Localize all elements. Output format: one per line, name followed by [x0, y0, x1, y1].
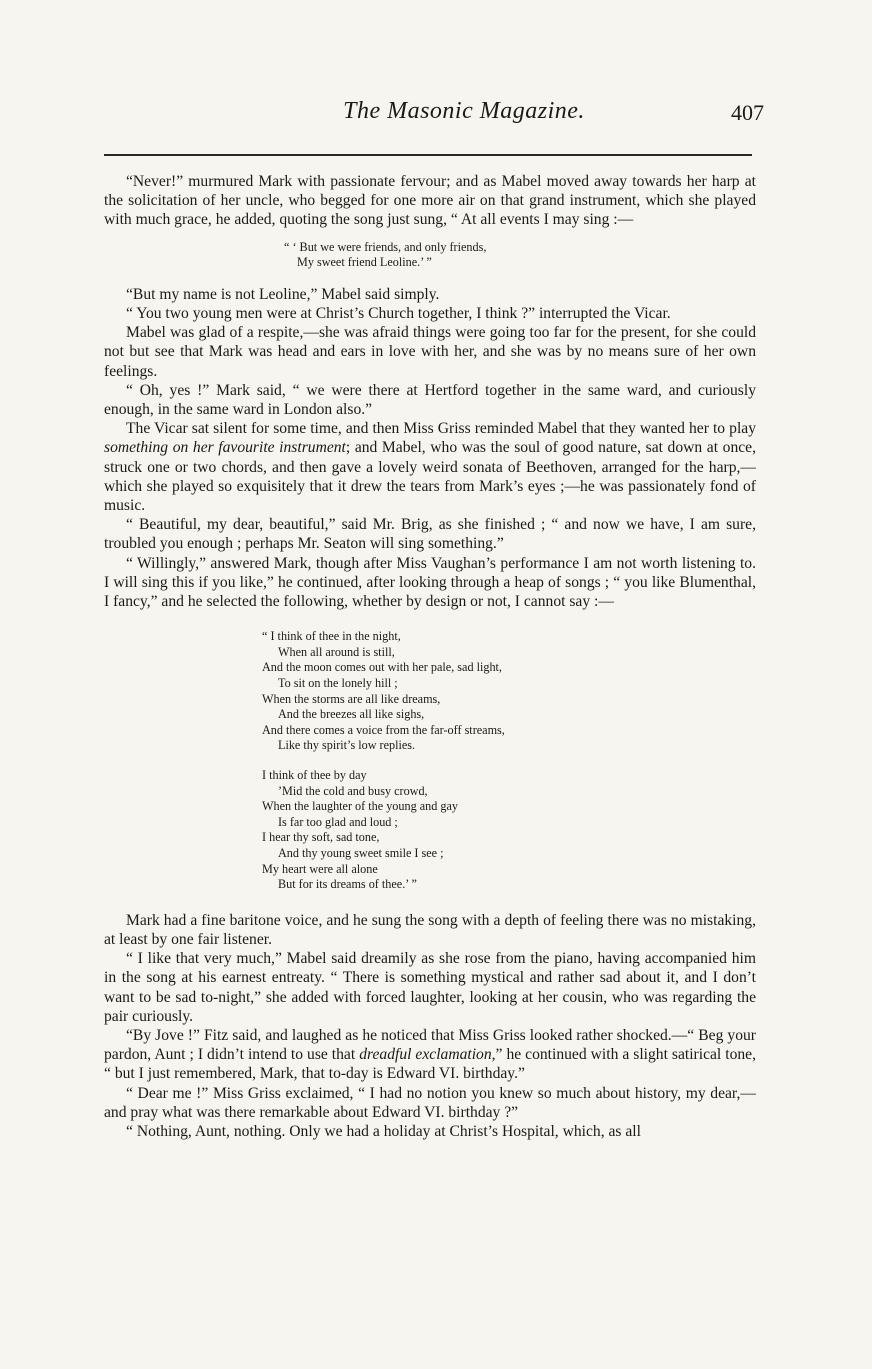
verse-line: Like thy spirit’s low replies.: [278, 738, 416, 753]
running-title: The Masonic Magazine.: [343, 98, 585, 124]
paragraph: Mark had a fine baritone voice, and he sung the song with a depth of feeling there was no mistaking, at least by one fair listener.: [104, 911, 756, 948]
verse-line: I think of thee by day: [262, 768, 367, 782]
text-run: “By Jove !” Fitz said, and laughed as he noticed that Miss Griss looked rather shocked.—“ Beg your pardon, Aunt ; I didn’t intend to use that: [104, 1026, 756, 1064]
verse-line: And the breezes all like sighs,: [278, 707, 425, 722]
italic-text-run: dreadful exclamation,: [359, 1046, 496, 1064]
verse-line: “ ‘ But we were friends, and only friends,: [284, 239, 487, 254]
paragraph: “Never!” murmured Mark with passionate fervour; and as Mabel moved away towards her harp at the solicitation of her uncle, who begged for one more air on that grand instrument, which she played with much grace, he added, quoting the song just sung, “ At all events I may sing :—: [104, 173, 756, 229]
paragraph: [104, 1026, 756, 1084]
verse-line: When the storms are all like dreams,: [262, 691, 441, 706]
page-header: [104, 92, 764, 132]
verse-line: And the moon comes out with her pale, sad light,: [262, 660, 502, 675]
paragraph: “ You two young men were at Christ’s Church together, I think ?” interrupted the Vicar.: [126, 305, 671, 322]
verse-line: To sit on the lonely hill ;: [278, 676, 398, 691]
text-run: ” he continued with a slight satirical tone, “ but I just remembered, Mark, that to-day is Edward VI. birthday.”: [104, 1046, 756, 1083]
verse-line: But for its dreams of thee.’ ”: [278, 877, 417, 892]
text-run: ; and Mabel, who was the soul of good nature, sat down at once, struck one or two chords, and then gave a lovely weird sonata of Beethoven, arranged for the harp,—which she played so exquisitely that it drew the tears from Mark’s eyes ;—he was passionately fond of music.: [104, 439, 756, 515]
text-run: The Vicar sat silent for some time, and then Miss Griss reminded Mabel that they wanted her to play: [126, 420, 756, 438]
verse-line: When the laughter of the young and gay: [262, 799, 458, 814]
verse-line: And thy young sweet smile I see ;: [278, 845, 444, 860]
song-stanza-1: [262, 629, 756, 754]
verse-line: And there comes a voice from the far-off streams,: [262, 722, 505, 737]
verse-line: I hear thy soft, sad tone,: [262, 830, 380, 845]
article-body: [104, 172, 756, 1141]
paragraph: “ I like that very much,” Mabel said dreamily as she rose from the piano, having accompanied him in the song at his earnest entreaty. “ There is something mystical and rather sad about it, and I don’t want to be sad to-night,” she added with forced laughter, looking at her cousin, who was regarding the pair curiously.: [104, 950, 756, 1025]
song-lyrics: [104, 629, 756, 893]
verse-line: Is far too glad and loud ;: [278, 814, 398, 829]
verse-line: “ I think of thee in the night,: [262, 629, 401, 644]
paragraph: “ Oh, yes !” Mark said, “ we were there at Hertford together in the same ward, and curiously enough, in the same ward in London also.”: [104, 381, 756, 419]
verse-line: My sweet friend Leoline.’ ”: [297, 255, 432, 270]
italic-text-run: something on her favourite instrument: [104, 439, 346, 457]
paragraph: [104, 419, 756, 515]
paragraph: “ Dear me !” Miss Griss exclaimed, “ I had no notion you knew so much about history, my dear,—and pray what was there remarkable about Edward VI. birthday ?”: [104, 1084, 756, 1121]
verse-line: ’Mid the cold and busy crowd,: [278, 783, 428, 798]
paragraph: “ Beautiful, my dear, beautiful,” said Mr. Brig, as she finished ; “ and now we have, I am sure, troubled you enough ; perhaps Mr. Seaton will sing something.”: [104, 516, 756, 553]
paragraph: “ Willingly,” answered Mark, though after Miss Vaughan’s performance I am not worth listening to. I will sing this if you like,” he continued, after looking through a heap of songs ; “ you like Blumenthal, I fancy,” and he selected the following, whether by design or not, I cannot say :—: [104, 554, 756, 611]
paragraph: “ Nothing, Aunt, nothing. Only we had a holiday at Christ’s Hospital, which, as all: [126, 1122, 641, 1140]
page-number: 407: [731, 100, 764, 125]
verse-line: My heart were all alone: [262, 861, 378, 876]
verse-quote-leoline: [104, 240, 756, 271]
song-stanza-2: [262, 768, 756, 893]
paragraph: “But my name is not Leoline,” Mabel said simply.: [126, 285, 440, 303]
verse-line: When all around is still,: [278, 644, 395, 659]
header-rule: [104, 154, 752, 156]
paragraph: Mabel was glad of a respite,—she was afraid things were going too far for the present, for she could not but see that Mark was head and ears in love with her, and she was by no means sure of her own feelings.: [104, 324, 756, 380]
